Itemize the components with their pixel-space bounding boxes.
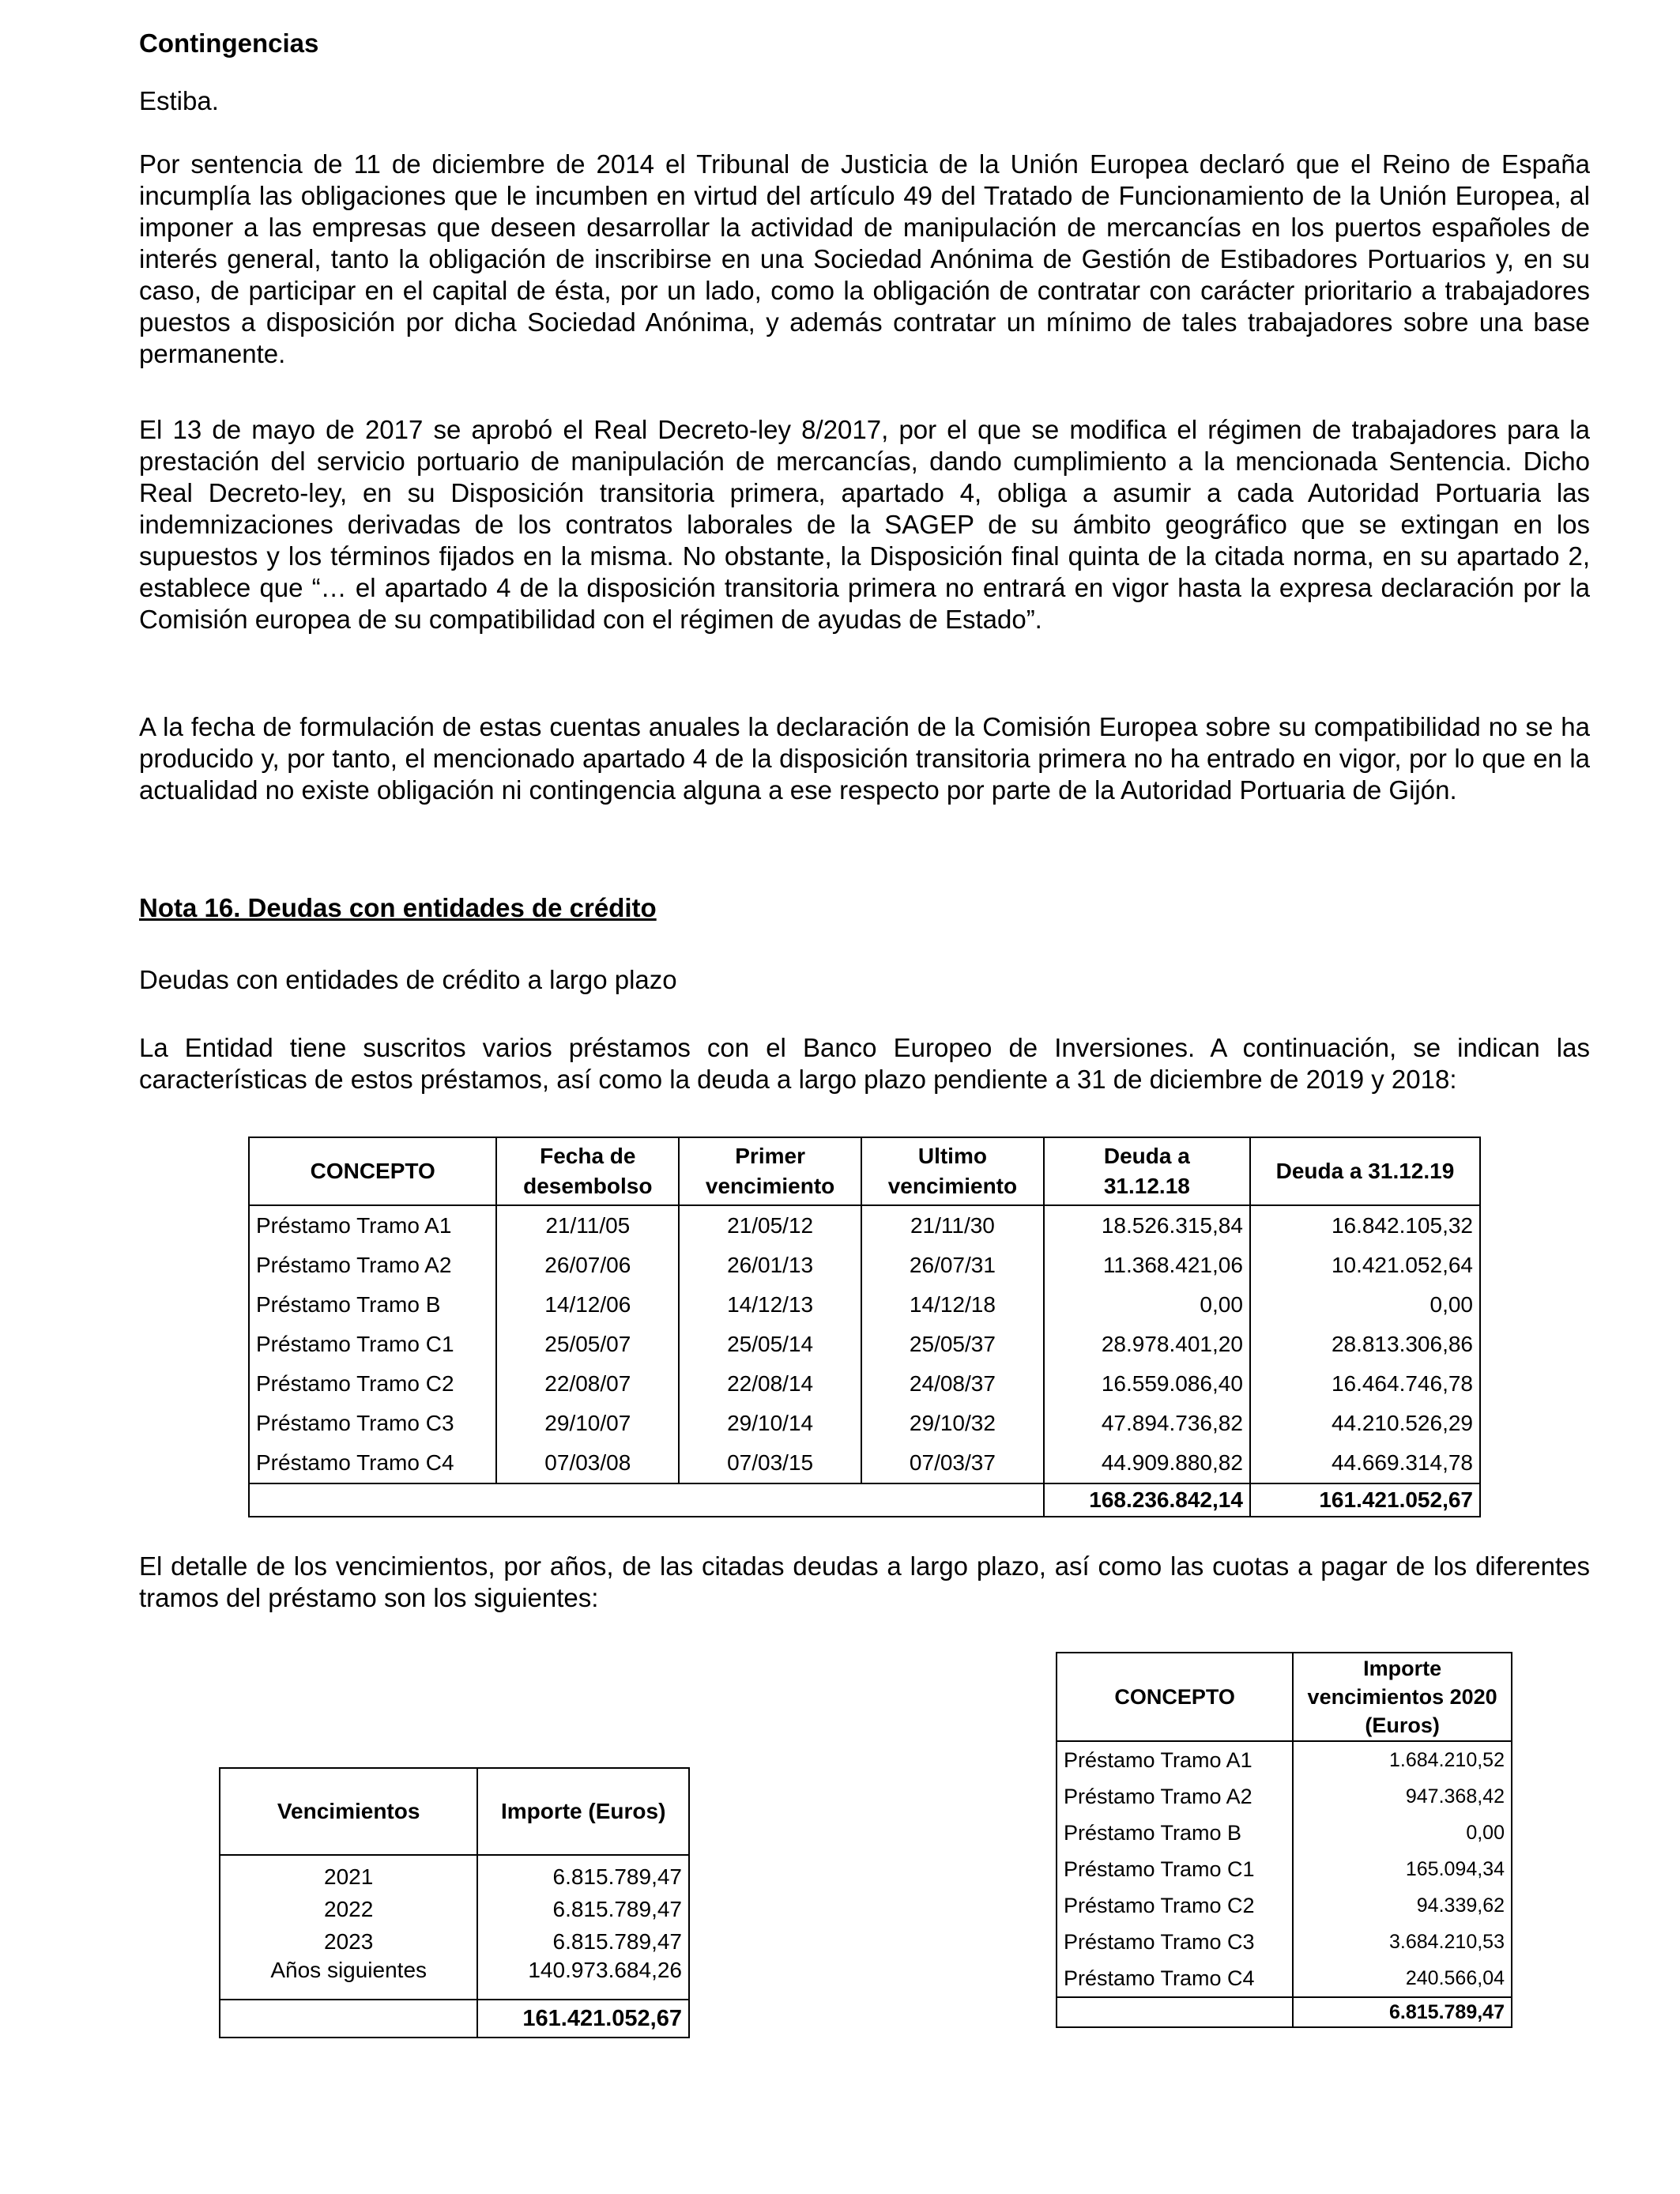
cell-fecha: 25/05/07 (496, 1325, 679, 1364)
header-concepto: CONCEPTO (1057, 1653, 1293, 1741)
table-row (1057, 1851, 1512, 1887)
cell-deuda-2018: 18.526.315,84 (1044, 1205, 1250, 1246)
cell-amount: 3.684.210,53 (1293, 1924, 1512, 1960)
cell-year: 2022 (220, 1893, 477, 1925)
table-row (249, 1205, 1480, 1246)
cell-primer: 14/12/13 (679, 1285, 861, 1325)
table-row (249, 1325, 1480, 1364)
cell-primer: 07/03/15 (679, 1443, 861, 1483)
cell-deuda-2018: 47.894.736,82 (1044, 1404, 1250, 1443)
table-row (220, 1893, 689, 1925)
cell-concepto: Préstamo Tramo C3 (1057, 1924, 1293, 1960)
total-amount: 161.421.052,67 (477, 2000, 689, 2038)
note-16-title: Nota 16. Deudas con entidades de crédito (139, 893, 657, 922)
cell-deuda-2019: 28.813.306,86 (1250, 1325, 1480, 1364)
total-row (1057, 1997, 1512, 2027)
table-row (220, 1958, 689, 2000)
cell-concepto: Préstamo Tramo C1 (249, 1325, 496, 1364)
header-importe: Importe (Euros) (477, 1768, 689, 1855)
header-fecha-desembolso: Fecha de desembolso (496, 1137, 679, 1205)
total-row (249, 1483, 1480, 1517)
cell-deuda-2019: 0,00 (1250, 1285, 1480, 1325)
cell-year: Años siguientes (220, 1958, 477, 2000)
cell-concepto: Préstamo Tramo B (249, 1285, 496, 1325)
maturities-table (219, 1767, 690, 2038)
table-row (220, 1925, 689, 1958)
cell-amount: 6.815.789,47 (477, 1925, 689, 1958)
cell-primer: 25/05/14 (679, 1325, 861, 1364)
header-deuda-2019: Deuda a 31.12.19 (1250, 1137, 1480, 1205)
quotas-header (1057, 1653, 1512, 1741)
loans-table-header (249, 1137, 1480, 1205)
note-16-intro: La Entidad tiene suscritos varios préstamos con el Banco Europeo de Inversiones. A continuación, se indican las características de estos préstamos, así como la deuda a largo plazo pendiente a 31 de diciembre de 2019 y 2018: (139, 1033, 1590, 1094)
cell-concepto: Préstamo Tramo B (1057, 1815, 1293, 1851)
cell-ultimo: 14/12/18 (861, 1285, 1044, 1325)
cell-deuda-2018: 28.978.401,20 (1044, 1325, 1250, 1364)
cell-fecha: 22/08/07 (496, 1364, 679, 1404)
cell-deuda-2018: 11.368.421,06 (1044, 1246, 1250, 1285)
cell-primer: 21/05/12 (679, 1205, 861, 1246)
note-16-subtitle: Deudas con entidades de crédito a largo plazo (139, 965, 677, 994)
loans-table (248, 1137, 1481, 1517)
table-row (1057, 1887, 1512, 1924)
total-amount: 6.815.789,47 (1293, 1997, 1512, 2027)
cell-primer: 26/01/13 (679, 1246, 861, 1285)
table-row (249, 1246, 1480, 1285)
cell-concepto: Préstamo Tramo C4 (1057, 1960, 1293, 1997)
cell-year: 2021 (220, 1855, 477, 1893)
table-row (1057, 1741, 1512, 1778)
paragraph-real-decreto: El 13 de mayo de 2017 se aprobó el Real Decreto-ley 8/2017, por el que se modifica el régimen de trabajadores para la prestación del servicio portuario de manipulación de mercancías, dando cumplimiento a la mencionada Sentencia. Dicho Real Decreto-ley, en su Disposición transitoria primera, apartado 4, obliga a asumir a cada Autoridad Portuaria las indemnizaciones derivadas de los contratos laborales de la SAGEP de su ámbito geográfico que se extingan en los supuestos y los términos fijados en la misma. No obstante, la Disposición final quinta de la citada norma, en su apartado 2, establece que “… el apartado 4 de la disposición transitoria primera no entrará en vigor hasta la expresa declaración por la Comisión europea de su compatibilidad con el régimen de ayudas de Estado”. (139, 415, 1590, 634)
maturities-detail-paragraph: El detalle de los vencimientos, por años, de las citadas deudas a largo plazo, así como las cuotas a pagar de los diferentes tramos del préstamo son los siguientes: (139, 1551, 1590, 1612)
cell-ultimo: 29/10/32 (861, 1404, 1044, 1443)
header-primer-vencimiento: Primer vencimiento (679, 1137, 861, 1205)
cell-ultimo: 25/05/37 (861, 1325, 1044, 1364)
cell-amount: 0,00 (1293, 1815, 1512, 1851)
total-deuda-2019: 161.421.052,67 (1250, 1483, 1480, 1517)
table-row (1057, 1924, 1512, 1960)
cell-concepto: Préstamo Tramo C1 (1057, 1851, 1293, 1887)
total-deuda-2018: 168.236.842,14 (1044, 1483, 1250, 1517)
table-row (249, 1443, 1480, 1483)
cell-year: 2023 (220, 1925, 477, 1958)
cell-amount: 240.566,04 (1293, 1960, 1512, 1997)
cell-deuda-2019: 44.210.526,29 (1250, 1404, 1480, 1443)
cell-concepto: Préstamo Tramo A1 (249, 1205, 496, 1246)
total-row (220, 2000, 689, 2038)
total-label-cell (249, 1483, 1044, 1517)
cell-deuda-2018: 16.559.086,40 (1044, 1364, 1250, 1404)
cell-concepto: Préstamo Tramo C3 (249, 1404, 496, 1443)
cell-concepto: Préstamo Tramo C2 (249, 1364, 496, 1404)
header-ultimo-vencimiento: Ultimo vencimiento (861, 1137, 1044, 1205)
table-row (220, 1855, 689, 1893)
table-row (1057, 1778, 1512, 1815)
cell-amount: 6.815.789,47 (477, 1893, 689, 1925)
section-title-contingencias: Contingencias (139, 28, 319, 58)
cell-amount: 165.094,34 (1293, 1851, 1512, 1887)
quotas-2020-table (1056, 1652, 1512, 2028)
paragraph-sentencia: Por sentencia de 11 de diciembre de 2014 el Tribunal de Justicia de la Unión Europea declaró que el Reino de España incumplía las obligaciones que le incumben en virtud del artículo 49 del Tratado de Funcionamiento de la Unión Europea, al imponer a las empresas que deseen desarrollar la actividad de manipulación de mercancías en los puertos españoles de interés general, tanto la obligación de inscribirse en una Sociedad Anónima de Gestión de Estibadores Portuarios y, en su caso, de participar en el capital de ésta, por un lado, como la obligación de contratar con carácter prioritario a trabajadores puestos a disposición por dicha Sociedad Anónima, y además contratar un mínimo de tales trabajadores sobre una base permanente. (139, 149, 1590, 368)
table-row (1057, 1960, 1512, 1997)
cell-amount: 94.339,62 (1293, 1887, 1512, 1924)
cell-concepto: Préstamo Tramo C4 (249, 1443, 496, 1483)
header-deuda-2018: Deuda a 31.12.18 (1044, 1137, 1250, 1205)
total-label-cell (220, 2000, 477, 2038)
total-label-cell (1057, 1997, 1293, 2027)
cell-fecha: 26/07/06 (496, 1246, 679, 1285)
cell-deuda-2018: 44.909.880,82 (1044, 1443, 1250, 1483)
cell-primer: 22/08/14 (679, 1364, 861, 1404)
estiba-heading: Estiba. (139, 86, 219, 115)
cell-amount: 6.815.789,47 (477, 1855, 689, 1893)
header-vencimientos: Vencimientos (220, 1768, 477, 1855)
cell-amount: 1.684.210,52 (1293, 1741, 1512, 1778)
cell-fecha: 14/12/06 (496, 1285, 679, 1325)
cell-ultimo: 07/03/37 (861, 1443, 1044, 1483)
cell-fecha: 29/10/07 (496, 1404, 679, 1443)
cell-concepto: Préstamo Tramo A2 (249, 1246, 496, 1285)
table-row (249, 1404, 1480, 1443)
cell-ultimo: 21/11/30 (861, 1205, 1044, 1246)
cell-deuda-2019: 44.669.314,78 (1250, 1443, 1480, 1483)
cell-ultimo: 26/07/31 (861, 1246, 1044, 1285)
cell-deuda-2019: 16.842.105,32 (1250, 1205, 1480, 1246)
header-importe-2020: Importe vencimientos 2020 (Euros) (1293, 1653, 1512, 1741)
cell-amount: 140.973.684,26 (477, 1958, 689, 2000)
cell-primer: 29/10/14 (679, 1404, 861, 1443)
cell-deuda-2019: 10.421.052,64 (1250, 1246, 1480, 1285)
cell-concepto: Préstamo Tramo A2 (1057, 1778, 1293, 1815)
cell-amount: 947.368,42 (1293, 1778, 1512, 1815)
table-row (249, 1364, 1480, 1404)
paragraph-comision: A la fecha de formulación de estas cuentas anuales la declaración de la Comisión Europea sobre su compatibilidad no se ha producido y, por tanto, el mencionado apartado 4 de la disposición transitoria primera no ha entrado en vigor, por lo que en la actualidad no existe obligación ni contingencia alguna a ese respecto por parte de la Autoridad Portuaria de Gijón. (139, 712, 1590, 805)
table-row (249, 1285, 1480, 1325)
header-concepto: CONCEPTO (249, 1137, 496, 1205)
maturities-header (220, 1768, 689, 1855)
cell-fecha: 21/11/05 (496, 1205, 679, 1246)
cell-ultimo: 24/08/37 (861, 1364, 1044, 1404)
table-row (1057, 1815, 1512, 1851)
cell-fecha: 07/03/08 (496, 1443, 679, 1483)
cell-concepto: Préstamo Tramo C2 (1057, 1887, 1293, 1924)
cell-deuda-2018: 0,00 (1044, 1285, 1250, 1325)
cell-concepto: Préstamo Tramo A1 (1057, 1741, 1293, 1778)
cell-deuda-2019: 16.464.746,78 (1250, 1364, 1480, 1404)
